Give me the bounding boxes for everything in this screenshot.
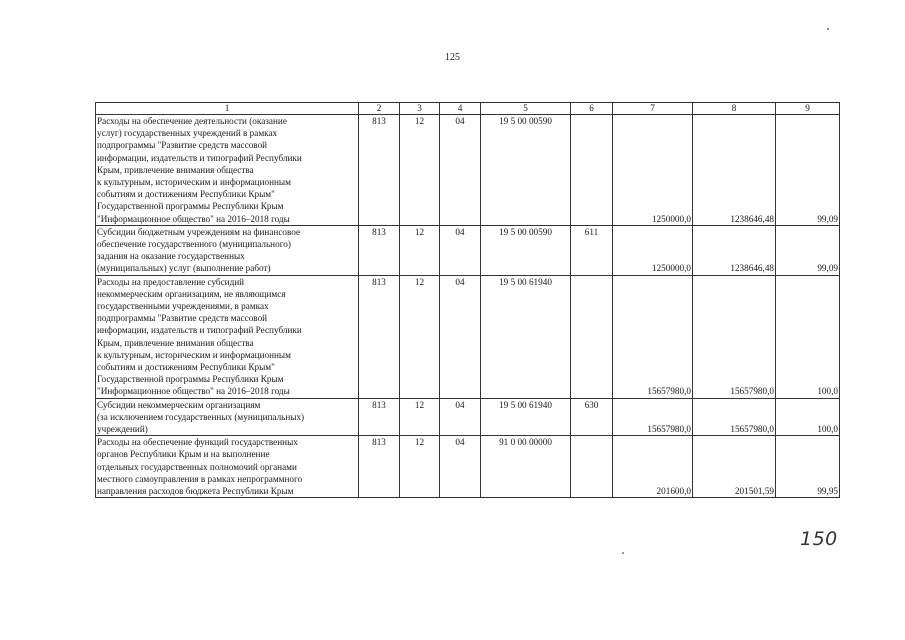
target-article-code: 19 5 00 00590	[481, 225, 571, 275]
planned-amount: 15657980,0	[613, 275, 693, 398]
column-header: 5	[481, 103, 571, 115]
expense-type-code: 611	[571, 225, 613, 275]
expense-type-code: 630	[571, 398, 613, 436]
column-header: 6	[571, 103, 613, 115]
column-header: 1	[96, 103, 359, 115]
ministry-code: 813	[359, 398, 400, 436]
subsection-code: 04	[440, 398, 481, 436]
actual-amount: 201501,59	[693, 436, 776, 498]
table-row	[96, 115, 840, 226]
budget-table	[95, 102, 840, 498]
row-description: Расходы на обеспечение функций государственных органов Республики Крым и на выполнение отдельных государственных полномочий органами местного самоуправления в рамках непрограммного направления расходов бюджета Республики Крым	[96, 436, 359, 498]
handwritten-sheet-number: 150	[800, 528, 838, 550]
row-description: Субсидии бюджетным учреждениям на финансовое обеспечение государственного (муниципального) задания на оказание государственных (муниципальных) услуг (выполнение работ)	[96, 225, 359, 275]
table-header-row	[96, 103, 840, 115]
target-article-code: 19 5 00 61940	[481, 275, 571, 398]
row-description: Субсидии некоммерческим организациям (за исключением государственных (муниципальных) учреждений)	[96, 398, 359, 436]
planned-amount: 201600,0	[613, 436, 693, 498]
table-row	[96, 398, 840, 436]
expense-type-code	[571, 436, 613, 498]
actual-amount: 1238646,48	[693, 115, 776, 226]
subsection-code: 04	[440, 225, 481, 275]
execution-percent: 100,0	[776, 275, 840, 398]
section-code: 12	[400, 225, 440, 275]
column-header: 9	[776, 103, 840, 115]
ministry-code: 813	[359, 436, 400, 498]
row-description: Расходы на обеспечение деятельности (оказание услуг) государственных учреждений в рамках подпрограммы "Развитие средств массовой информации, издательств и типографий Республики Крым, привлечение внимания общества к культурным, историческим и информационным событиям и достижениям Республики Крым" Государственной программы Республики Крым "Информационное общество" на 2016–2018 годы	[96, 115, 359, 226]
execution-percent: 100,0	[776, 398, 840, 436]
target-article-code: 19 5 00 61940	[481, 398, 571, 436]
column-header: 7	[613, 103, 693, 115]
column-header: 8	[693, 103, 776, 115]
section-code: 12	[400, 115, 440, 226]
execution-percent: 99,09	[776, 115, 840, 226]
ministry-code: 813	[359, 275, 400, 398]
table-row	[96, 436, 840, 498]
subsection-code: 04	[440, 115, 481, 226]
expense-type-code	[571, 115, 613, 226]
scan-speck	[622, 552, 624, 554]
section-code: 12	[400, 436, 440, 498]
column-header: 2	[359, 103, 400, 115]
execution-percent: 99,95	[776, 436, 840, 498]
page-number: 125	[445, 52, 460, 63]
target-article-code: 19 5 00 00590	[481, 115, 571, 226]
ministry-code: 813	[359, 115, 400, 226]
column-header: 3	[400, 103, 440, 115]
subsection-code: 04	[440, 275, 481, 398]
planned-amount: 1250000,0	[613, 225, 693, 275]
actual-amount: 15657980,0	[693, 398, 776, 436]
planned-amount: 1250000,0	[613, 115, 693, 226]
actual-amount: 15657980,0	[693, 275, 776, 398]
scan-speck	[827, 28, 829, 30]
column-header: 4	[440, 103, 481, 115]
table-row	[96, 275, 840, 398]
expense-type-code	[571, 275, 613, 398]
execution-percent: 99,09	[776, 225, 840, 275]
section-code: 12	[400, 275, 440, 398]
row-description: Расходы на предоставление субсидий некоммерческим организациям, не являющимся государственными учреждениями, в рамках подпрограммы "Развитие средств массовой информации, издательств и типографий Республики Крым, привлечение внимания общества к культурным, историческим и информационным событиям и достижениям Республики Крым" Государственной программы Республики Крым "Информационное общество" на 2016–2018 годы	[96, 275, 359, 398]
section-code: 12	[400, 398, 440, 436]
target-article-code: 91 0 00 00000	[481, 436, 571, 498]
subsection-code: 04	[440, 436, 481, 498]
actual-amount: 1238646,48	[693, 225, 776, 275]
ministry-code: 813	[359, 225, 400, 275]
table-row	[96, 225, 840, 275]
planned-amount: 15657980,0	[613, 398, 693, 436]
